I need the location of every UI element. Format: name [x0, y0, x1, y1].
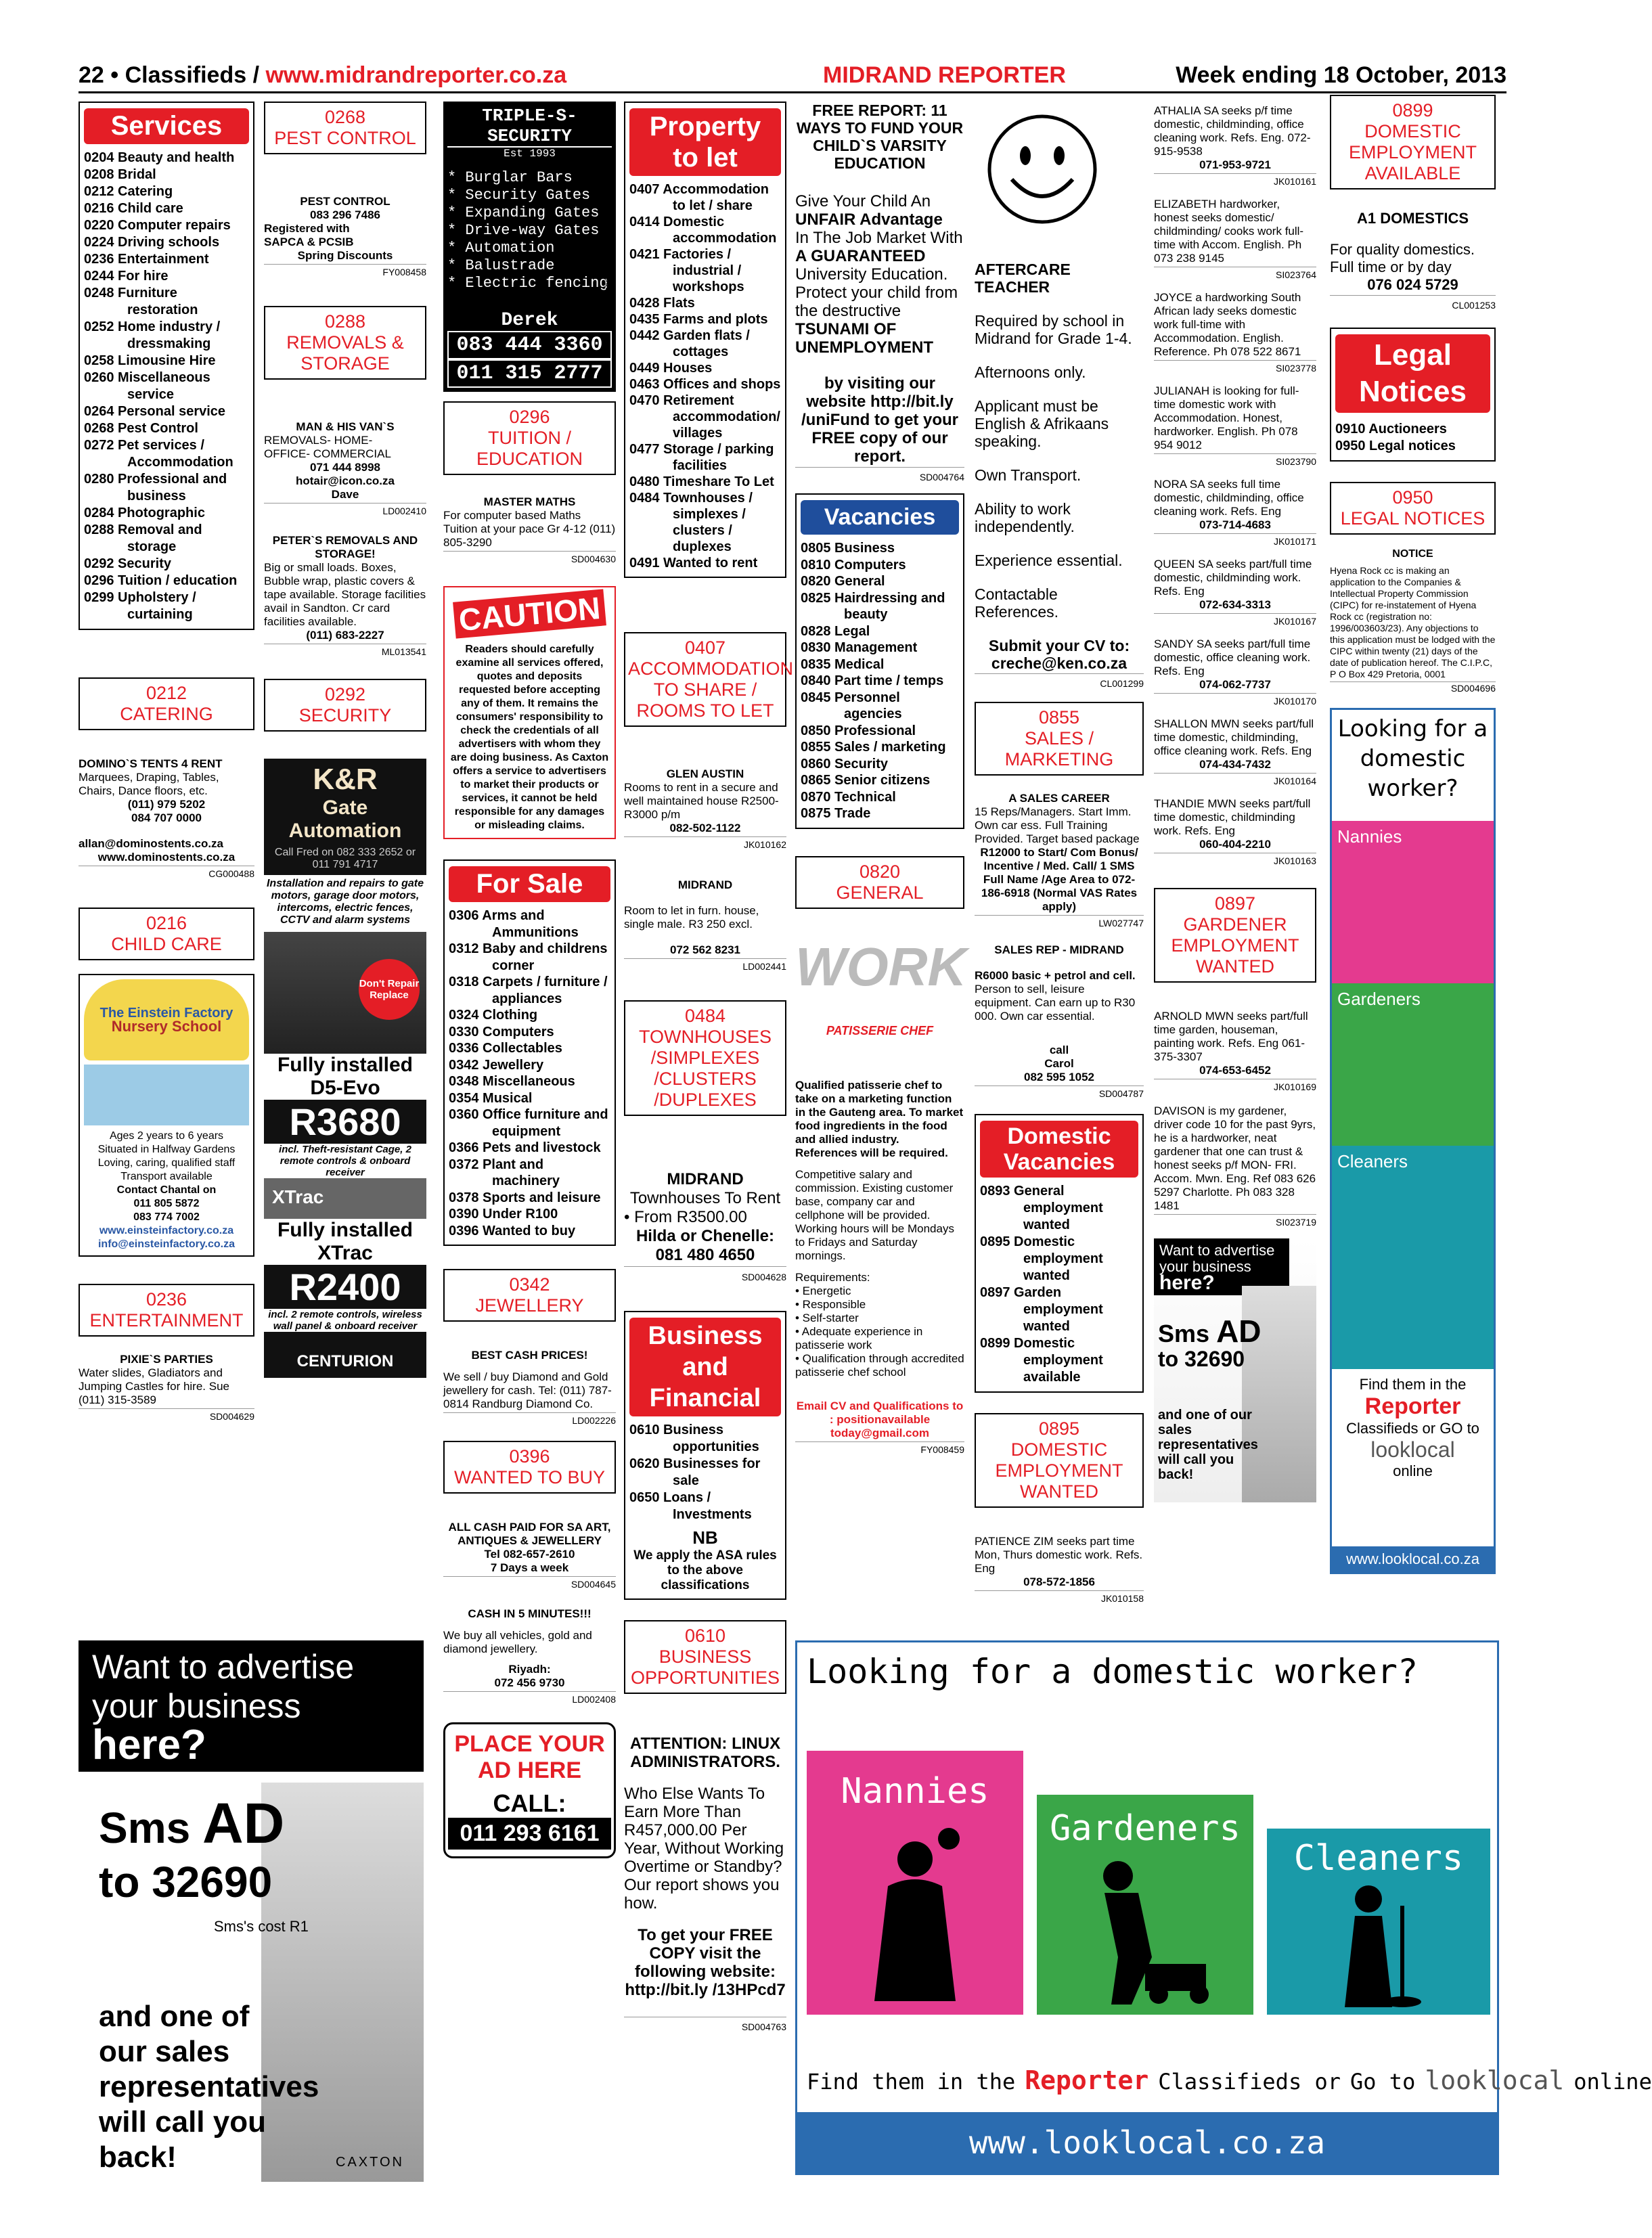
man-van-ad: MAN & HIS VAN`S REMOVALS- HOME- OFFICE- COMMERCIAL 071 444 8998 hotair@icon.co.za Dave LD002410 [264, 420, 426, 516]
banner-cleaners: Cleaners [1267, 1829, 1490, 2015]
wanted-to-buy-header: 0396 WANTED TO BUY [443, 1441, 616, 1494]
list-item: SANDY SA seeks part/full time domestic, office cleaning work. Refs. Eng 074-062-7737 JK010170 [1154, 637, 1316, 707]
domestic-header: Domestic Vacancies [980, 1121, 1138, 1178]
best-cash-ad: BEST CASH PRICES! We sell / buy Diamond and Gold jewellery for cash. Tel: (011) 787-0814 Randburg Diamond Co. LD002226 [443, 1349, 616, 1426]
kr-install: Installation and repairs to gate motors, garage door motors, intercoms, electric fences, CCTV and alarm systems [264, 875, 426, 929]
free-report-body: Give Your Child An UNFAIR Advantage In The Job Market With A GUARANTEED University Education. Protect your child from the destructive TSUNAMI OF UNEMPLOYMENT by visiting our website http://bit.ly /uniFund to get your FREE copy of our report. SD004764 [795, 192, 964, 487]
services-index [79, 102, 254, 630]
forsale-header: For Sale [449, 866, 610, 902]
sales-marketing-header: 0855 SALES / MARKETING [975, 702, 1144, 776]
list-item: 0910 Auctioneers [1335, 422, 1447, 437]
kr-xtrac: Fully installed XTrac R2400 incl. 2 remote controls, wireless wall panel & onboard receiver [264, 1219, 426, 1332]
banner-reporter-logo: Reporter [1025, 2065, 1149, 2095]
looklocal-logo: looklocal [1370, 1437, 1455, 1462]
list-item: 0264 Personal service [84, 404, 226, 419]
list-item: 0372 Plant and machinery [449, 1157, 560, 1188]
jewellery-header: 0342 JEWELLERY [443, 1269, 616, 1322]
list-item: 0390 Under R100 [449, 1207, 558, 1222]
legal-notices-header: 0950 LEGAL NOTICES [1330, 482, 1496, 535]
list-item: 0950 Legal notices [1335, 439, 1456, 453]
general-header: 0820 GENERAL [795, 856, 964, 909]
column-2 [264, 102, 426, 1378]
removals-header: 0288 REMOVALS & STORAGE [264, 306, 426, 380]
caution-box: CAUTION Readers should carefully examine all services offered, quotes and deposits requested before accepting any of them. It remains the consumers' responsibility to check the credentials of all advertisers with whom they are doing business. As Caxton offers a service to advertisers to market their products or services, it cannot be held responsible for any damages or misleading claims. [443, 586, 616, 839]
sms-ad-header: Want to advertise your business here? [79, 1640, 424, 1772]
list-item: 0610 Business opportunities [629, 1423, 759, 1454]
gardener-silhouette-icon [1037, 1849, 1253, 2005]
list-item: 0318 Carpets / furniture / appliances [449, 975, 608, 1006]
list-item: 0272 Pet services / Accommodation [84, 438, 233, 470]
list-item: 0830 Management [801, 640, 918, 655]
sms-callback: and one of our sales representatives will call you back! [99, 2000, 319, 2174]
list-item: * Drive-way Gates [447, 222, 600, 239]
list-item: 0480 Timeshare To Let [629, 474, 774, 489]
list-item: 0288 Removal and storage [84, 522, 202, 554]
online-text: online [1393, 1462, 1433, 1479]
list-item: 0284 Photographic [84, 506, 205, 520]
list-item: 0850 Professional [801, 723, 916, 738]
reporter-logo: Reporter [1364, 1393, 1461, 1419]
allcash-ad: ALL CASH PAID FOR SA ART, ANTIQUES & JEWELLERY Tel 082-657-2610 7 Days a week SD004645 [443, 1521, 616, 1591]
list-item: * Automation [447, 240, 555, 256]
list-item: 0895 Domestic employment wanted [980, 1234, 1103, 1283]
caxton-logo: CAXTON [336, 2155, 404, 2170]
list-item: JOYCE a hardworking South African lady seeks domestic work full-time with Accommodation. English. Reference. Ph 078 522 8671 SI023778 [1154, 291, 1316, 374]
list-item: 0845 Personnel agencies [801, 690, 902, 721]
forsale-list [449, 908, 610, 1239]
business-header: Business and Financial [629, 1318, 781, 1416]
list-item: 0840 Part time / temps [801, 673, 944, 688]
list-item: 0216 Child care [84, 201, 183, 216]
kr-xtrac-image: XTrac [264, 1178, 426, 1219]
patisserie-tag: PATISSERIE CHEF [826, 1023, 934, 1037]
list-item: 0897 Garden employment wanted [980, 1285, 1103, 1334]
list-item: THANDIE MWN seeks part/full time domestic, childminding work. Refs. Eng 060-404-2210 JK010163 [1154, 797, 1316, 866]
list-item: • Adequate experience in patisserie work [795, 1324, 923, 1351]
list-item: 0893 General employment wanted [980, 1184, 1103, 1232]
look-title-small: Looking for a domestic worker? [1337, 715, 1488, 802]
cleaner-silhouette-icon [1267, 1879, 1490, 2007]
entertainment-header: 0236 ENTERTAINMENT [79, 1284, 254, 1337]
maths-ad: MASTER MATHS For computer based Maths Tuition at your pace Gr 4-12 (011) 805-3290 SD004630 [443, 495, 616, 564]
list-item: 0348 Miscellaneous [449, 1074, 575, 1089]
domestic-worker-ads [1154, 104, 1316, 868]
column-7 [1154, 95, 1316, 1502]
banner-find-row: Find them in the Reporter Classifieds or Go to looklocal online [807, 2065, 1652, 2095]
sms-small-header: Want to advertise your business here? [1154, 1238, 1289, 1295]
list-item: • Energetic [795, 1284, 851, 1297]
sms-small-text: Sms AD [1158, 1314, 1262, 1349]
domestic-available-header: 0899 DOMESTIC EMPLOYMENT AVAILABLE [1330, 95, 1496, 189]
list-item: 0828 Legal [801, 623, 870, 639]
childcare-header: 0216 CHILD CARE [79, 908, 254, 960]
list-item: 0875 Trade [801, 806, 871, 821]
domestic-worker-ad-small [1330, 708, 1496, 1574]
masthead-url[interactable]: www.midrandreporter.co.za [265, 62, 567, 88]
einstein-ad: The Einstein Factory Nursery School Ages 2 years to 6 years Situated in Halfway Gardens Loving, caring, qualified staff Transport available Contact Chantal on 011 805 5872 083 774 7002 www.einsteinfactory.co.za info@einsteinfactory.co.za [79, 974, 254, 1257]
list-item: ATHALIA SA seeks p/f time domestic, childminding, office cleaning work. Refs. Eng. 072-915-9538 071-953-9721 JK010161 [1154, 104, 1316, 187]
triple-list [447, 169, 612, 292]
tuition-header: 0296 TUITION / EDUCATION [443, 401, 616, 475]
list-item: 0870 Technical [801, 789, 896, 805]
gardener-header: 0897 GARDENER EMPLOYMENT WANTED [1154, 888, 1316, 983]
pest-header: 0268 PEST CONTROL [264, 102, 426, 154]
list-item: 0354 Musical [449, 1090, 533, 1106]
classifieds-text: Classifieds or GO to [1346, 1420, 1479, 1437]
list-item: * Expanding Gates [447, 204, 600, 221]
list-item: 0650 Loans / Investments [629, 1490, 752, 1522]
looklocal-url-small[interactable]: www.looklocal.co.za [1332, 1546, 1494, 1572]
list-item: 0268 Pest Control [84, 421, 198, 436]
list-item: 0810 Computers [801, 557, 906, 573]
banner-url[interactable]: www.looklocal.co.za [797, 2112, 1497, 2173]
list-item: 0435 Farms and plots [629, 312, 768, 327]
list-item: * Electric fencing [447, 275, 608, 292]
patisserie-requirements [795, 1284, 964, 1379]
list-item: 0220 Computer repairs [84, 218, 231, 233]
list-item: * Burglar Bars [447, 169, 573, 186]
list-item: 0860 Security [801, 756, 888, 771]
list-item: 0899 Domestic employment available [980, 1336, 1103, 1385]
list-item: 0306 Arms and Ammunitions [449, 908, 579, 940]
sms-ad-large [79, 1640, 424, 2182]
legal-header: Legal Notices [1335, 334, 1490, 413]
list-item: 0296 Tuition / education [84, 573, 238, 588]
legal-list [1335, 421, 1490, 455]
list-item: 0820 General [801, 574, 885, 589]
caution-title: CAUTION [453, 589, 606, 638]
a1-domestics-ad: A1 DOMESTICS For quality domestics. Full time or by day 076 024 5729 CL001253 [1330, 210, 1496, 314]
domestic-list [980, 1183, 1138, 1386]
midrand-room-ad: MIDRAND Room to let in furn. house, single male. R3 250 excl. 072 562 8231 LD002441 [624, 878, 786, 972]
centurion-logo: CENTURION [264, 1332, 426, 1378]
cash5-ad: CASH IN 5 MINUTES!!! We buy all vehicles, gold and diamond jewellery. Riyadh: 072 456 9730 LD002408 [443, 1607, 616, 1705]
vacancies-index [795, 493, 964, 829]
sms-small-number: to 32690 [1158, 1347, 1245, 1371]
list-item: 0360 Office furniture and equipment [449, 1107, 608, 1139]
forsale-index [443, 859, 616, 1246]
list-item: 0336 Collectables [449, 1041, 562, 1056]
vacancies-header: Vacancies [801, 500, 959, 535]
list-item: ELIZABETH hardworker, honest seeks domestic/ childminding/ cooks work full-time with Accom. English. Ph 073 238 9145 SI023764 [1154, 198, 1316, 280]
list-item: * Security Gates [447, 187, 591, 204]
townhouses-header: 0484 TOWNHOUSES /SIMPLEXES /CLUSTERS /DUPLEXES [624, 1000, 786, 1116]
masthead-left: 22 • Classifieds / www.midrandreporter.co.za [79, 62, 567, 88]
list-item: QUEEN SA seeks part/full time domestic, childminding work. Refs. Eng 072-634-3313 JK010167 [1154, 558, 1316, 627]
hyena-notice: NOTICE Hyena Rock cc is making an application to the Companies & Intellectual Property Commission (CIPC) for re-instatement of Hyena Rock cc (registration no: 1996/003603/23). Any objections to this application must be lodged with the CIPC within twenty (21) days of the date of publication hereof. The C.I.P.C, P O Box 429 Pretoria, 0001 SD004696 [1330, 548, 1496, 694]
list-item: 0324 Clothing [449, 1008, 538, 1023]
vacancies-list [801, 540, 959, 822]
column-1 [79, 102, 254, 1423]
business-list [629, 1422, 781, 1523]
list-item: 0620 Businesses for sale [629, 1456, 761, 1488]
security-header: 0292 SECURITY [264, 679, 426, 732]
list-item: 0208 Bridal [84, 167, 156, 182]
kr-motor-image [264, 932, 426, 1054]
column-5 [795, 102, 967, 1456]
list-item: 0855 Sales / marketing [801, 740, 946, 755]
dominos-ad: DOMINO`S TENTS 4 RENT Marquees, Draping, Tables, Chairs, Dance floors, etc. (011) 979 5202 084 707 0000 allan@dominostents.co.za www.dominostents.co.za CG000488 [79, 757, 254, 879]
list-item: 0244 For hire [84, 269, 169, 284]
list-item: 0212 Catering [84, 184, 173, 199]
pest-ad: PEST CONTROL 083 296 7486 Registered with SAPCA & PCSIB Spring Discounts FY008458 [264, 195, 426, 277]
list-item: 0258 Limousine Hire [84, 353, 216, 368]
column-8 [1330, 95, 1496, 1574]
patisserie-ad: Qualified patisserie chef to take on a marketing function in the Gauteng area. To market food ingredients in the food and allied industry. References will be required. Competitive salary and commission. Existing customer base, company car and cellphone will be provided. Working hours will be Mondays to Fridays and Saturday mornings. Requirements: • Energetic • Responsible • Self-starter • Adequate experience in patisserie work • Qualification through accredited patisserie chef school Email CV and Qualifications to : positionavailable today@gmail.com FY008459 [795, 1078, 964, 1455]
list-item: 0204 Beauty and health [84, 150, 235, 165]
property-header: Property to let [629, 108, 781, 176]
banner-looklocal-logo: looklocal [1425, 2065, 1565, 2095]
list-item: 0835 Medical [801, 656, 885, 672]
kr-gate-ad: K&R Gate Automation Call Fred on 082 333 2652 or 011 791 4717 [264, 759, 426, 875]
sms-cost: Sms's cost R1 [214, 1918, 309, 1935]
aftercare-ad: AFTERCARE TEACHER Required by school in Midrand for Grade 1-4. Afternoons only. Applicant must be English & Afrikaans speaking. Own Transport. Ability to work independently. Experience essential. Contactable References. Submit your CV to: creche@ken.co.za CL001299 [975, 261, 1144, 692]
list-item: 0421 Factories / industrial / workshops [629, 247, 744, 294]
business-opp-header: 0610 BUSINESS OPPORTUNITIES [624, 1620, 786, 1694]
list-item: 0414 Domestic accommodation [629, 215, 777, 246]
list-item: 0292 Security [84, 556, 171, 571]
list-item: 0236 Entertainment [84, 252, 209, 267]
property-index [624, 102, 786, 578]
list-item: 0224 Driving schools [84, 235, 220, 250]
list-item: 0260 Miscellaneous service [84, 370, 210, 402]
list-item: 0312 Baby and childrens corner [449, 941, 608, 973]
place-ad-box: PLACE YOUR AD HERE CALL: 011 293 6161 [443, 1722, 616, 1858]
sms-ad-small [1154, 1238, 1316, 1502]
sms-number: to 32690 [99, 1858, 273, 1906]
list-item: 0442 Garden flats / cottages [629, 328, 750, 359]
legal-index [1330, 328, 1496, 462]
sales-rep-ad: SALES REP - MIDRAND R6000 basic + petrol and cell. Person to sell, leisure equipment. Can earn up to R30 000. Own car essential. call Carol 082 595 1052 SD004787 [975, 943, 1144, 1099]
domestic-worker-banner [795, 1640, 1652, 2175]
list-item: 0396 Wanted to buy [449, 1223, 576, 1238]
einstein-logo: The Einstein Factory Nursery School [84, 979, 249, 1060]
list-item: 0248 Furniture restoration [84, 286, 198, 317]
einstein-photo [84, 1065, 249, 1125]
column-6 [975, 261, 1144, 1605]
linux-ad: ATTENTION: LINUX ADMINISTRATORS. Who Else Wants To Earn More Than R457,000.00 Per Year, Without Working Overtime or Standby? Our report shows you how. To get your FREE COPY visit the following website: http://bit.ly /13HPcd7 SD004763 [624, 1735, 786, 2036]
list-item: 0449 Houses [629, 361, 713, 376]
list-item: 0342 Jewellery [449, 1057, 544, 1073]
masthead [79, 61, 1506, 93]
list-item: JULIANAH is looking for full-time domestic work with Accommodation. Honest, hardworker. English. Ph 078 954 9012 SI023790 [1154, 384, 1316, 467]
glen-austin-ad: GLEN AUSTIN Rooms to rent in a secure and well maintained house R2500-R3000 p/m 082-502-1122 JK010162 [624, 767, 786, 850]
list-item: • Responsible [795, 1297, 866, 1311]
cleaners-panel: Cleaners [1332, 1146, 1494, 1369]
list-item: 0477 Storage / parking facilities [629, 442, 774, 473]
list-item: 0299 Upholstery / curtaining [84, 590, 196, 622]
list-item: * Balustrade [447, 257, 555, 274]
list-item: 0252 Home industry / dressmaking [84, 319, 221, 351]
masthead-title: MIDRAND REPORTER [823, 62, 1066, 88]
kr-d5: Fully installed D5-Evo R3680 incl. Theft-resistant Cage, 2 remote controls & onboard receiver [264, 1054, 426, 1178]
list-item: • Self-starter [795, 1311, 859, 1324]
gardeners-panel: Gardeners [1332, 983, 1494, 1146]
accommodation-header: 0407 ACCOMMODATION TO SHARE / ROOMS TO LET [624, 632, 786, 727]
list-item: SHALLON MWN seeks part/full time domestic, childminding, office cleaning work. Refs. Eng 074-434-7432 JK010164 [1154, 717, 1316, 786]
list-item: 0428 Flats [629, 296, 695, 311]
sms-small-callback: and one of our sales representatives will call you back! [1158, 1408, 1258, 1482]
list-item: 0825 Hairdressing and beauty [801, 590, 945, 622]
list-item: 0330 Computers [449, 1024, 554, 1039]
services-list [84, 150, 249, 623]
masthead-date: Week ending 18 October, 2013 [1176, 62, 1506, 88]
find-text: Find them in the [1359, 1376, 1467, 1393]
services-header: Services [84, 108, 249, 144]
patience-ad: PATIENCE ZIM seeks part time Mon, Thurs domestic work. Refs. Eng 078-572-1856 JK010158 [975, 1535, 1144, 1604]
list-item: 0865 Senior citizens [801, 773, 931, 788]
banner-gardeners: Gardeners [1037, 1795, 1253, 2015]
peters-ad: PETER`S REMOVALS AND STORAGE! Big or small loads. Boxes, Bubble wrap, plastic covers & tape available. Storage facilities avail in Sandton. Cr card facilities available. (011) 683-2227 ML013541 [264, 534, 426, 657]
pixie-ad: PIXIE`S PARTIES Water slides, Gladiators and Jumping Castles for hire. Sue (011) 315-3589 SD004629 [79, 1353, 254, 1422]
list-item: 0805 Business [801, 541, 895, 556]
triple-s-ad: TRIPLE-S-SECURITY Est 1993 * Burglar Bars * Security Gates * Expanding Gates * Drive-way Gates * Automation * Balustrade * Electric fencing Derek 083 444 3360 011 315 2777 AD002790 [443, 102, 616, 392]
domestic-wanted-header: 0895 DOMESTIC EMPLOYMENT WANTED [975, 1413, 1144, 1508]
property-list [629, 181, 781, 571]
list-item: 0470 Retirement accommodation/ villages [629, 393, 780, 441]
domestic-index [975, 1114, 1144, 1393]
smiley-icon [985, 112, 1100, 227]
arnold-ad: ARNOLD MWN seeks part/full time garden, houseman, painting work. Refs. Eng 061-375-3307 074-653-6452 JK010169 [1154, 1010, 1316, 1092]
nannies-panel: Nannies [1332, 821, 1494, 983]
list-item: 0366 Pets and livestock [449, 1140, 601, 1155]
kr-dont-badge: Don't Repair Replace [359, 959, 420, 1020]
sales-career-ad: A SALES CAREER 15 Reps/Managers. Start Imm. Own car ess. Full Training Provided. Target based package R12000 to Start/ Com Bonus/ Incentive / Med. Call/ 1 SMS Full Name /Age Area to 072-186-6918 (Normal VAS Rates apply) LW027747 [975, 792, 1144, 928]
column-3 [443, 102, 616, 1858]
banner-nannies: Nannies [807, 1751, 1023, 2015]
list-item: 0378 Sports and leisure [449, 1190, 601, 1205]
sms-text: Sms AD [99, 1791, 285, 1855]
davison-ad: DAVISON is my gardener, driver code 10 for the past 9yrs, he is a hardworker, neat gardener that one can trust & honest seeks p/f MON- FRI. Accom. Mwn. Eng. Ref 083 626 5297 Charlotte. Ph 083 328 1481 SI023719 [1154, 1104, 1316, 1228]
list-item: 0280 Professional and business [84, 472, 227, 503]
list-item: 0484 Townhouses / simplexes / clusters / duplexes [629, 491, 753, 554]
list-item: 0491 Wanted to rent [629, 556, 758, 570]
banner-title: Looking for a domestic worker? [807, 1652, 1419, 1691]
column-4 [624, 102, 793, 2036]
business-index: Business and Financial 0610 Business opportunities 0620 Businesses for sale 0650 Loans / Investments NB We apply the ASA rules to the above classifications [624, 1311, 786, 1600]
catering-header: 0212 CATERING [79, 677, 254, 730]
list-item: 0407 Accommodation to let / share [629, 182, 769, 213]
free-report-title: FREE REPORT: 11 WAYS TO FUND YOUR CHILD`S VARSITY EDUCATION [796, 102, 964, 172]
list-item: • Qualification through accredited patisserie chef school [795, 1351, 964, 1379]
list-item: 0463 Offices and shops [629, 377, 781, 392]
work-image: WORK [795, 936, 967, 997]
list-item: NORA SA seeks full time domestic, childminding, office cleaning work. Refs. Eng 073-714-4683 JK010171 [1154, 478, 1316, 547]
midrand-townhouses-ad: MIDRAND Townhouses To Rent • From R3500.00 Hilda or Chenelle: 081 480 4650 SD004628 [624, 1170, 786, 1286]
nanny-silhouette-icon [807, 1812, 1023, 2001]
